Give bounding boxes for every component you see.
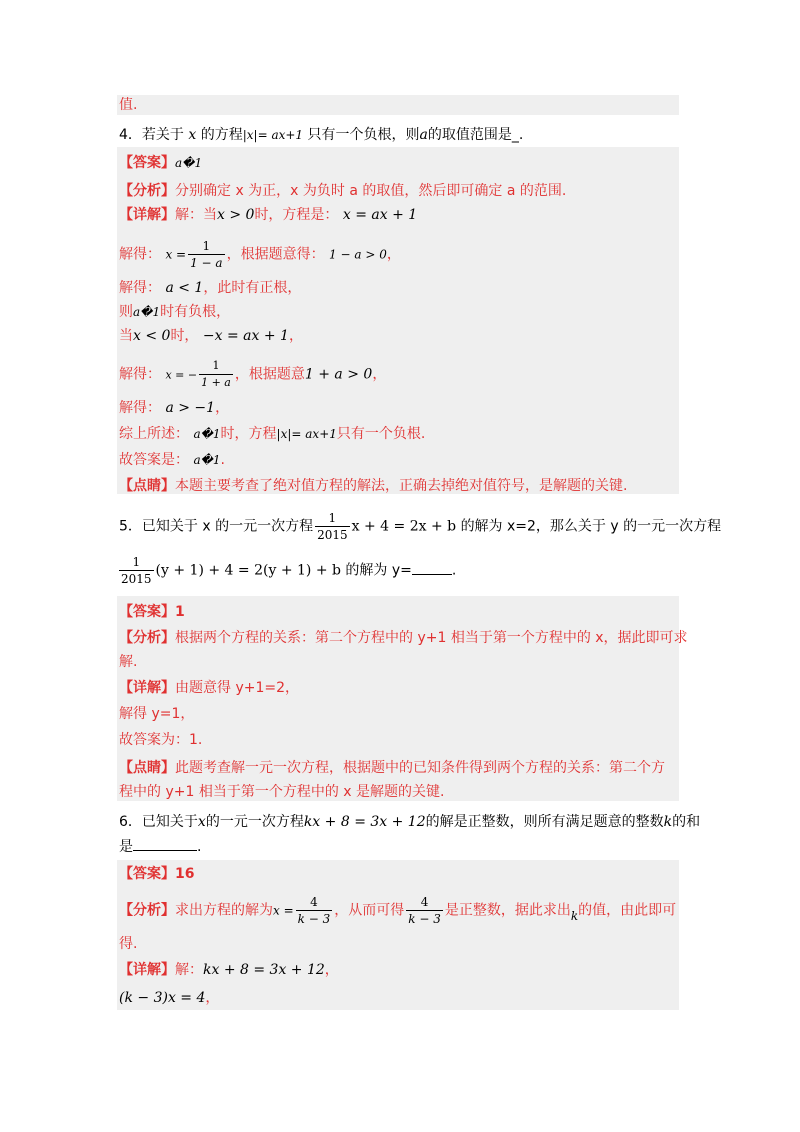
q4-analysis-text: 分别确定 x 为正，x 为负时 a 的取值，然后即可确定 a 的范围.	[175, 183, 567, 199]
q4-analysis	[119, 181, 566, 201]
fraction-denominator: 1 + a	[201, 376, 231, 389]
q4-detail-3	[119, 278, 301, 298]
q4-text: ，根据题意得：	[226, 246, 325, 263]
q5-fraction	[315, 510, 350, 543]
q4-text: ，	[215, 400, 230, 416]
q5-detail-text: 由题意得 y+1=2，	[175, 680, 300, 696]
q4-text: .	[220, 452, 225, 468]
fraction-denominator: 1 − a	[190, 256, 223, 270]
q6-fraction	[296, 894, 333, 927]
q4-text: 则	[119, 304, 133, 320]
q6-solution-x: x =	[273, 903, 294, 918]
fraction-numerator: 1	[328, 511, 337, 525]
q4-answer	[119, 153, 202, 173]
q5-answer-value: 1	[175, 604, 185, 620]
q6-analysis	[119, 894, 676, 927]
q4-range: a�1	[133, 305, 161, 319]
fraction-numerator: 4	[420, 895, 429, 909]
q4-text: ，	[288, 328, 303, 344]
q6-fraction-2	[406, 894, 443, 927]
q4-detail-8	[119, 424, 425, 444]
fraction-denominator: 2015	[317, 528, 348, 542]
q4-comment-text: 本题主要考查了绝对值方程的解法，正确去掉绝对值符号，是解题的关键.	[175, 478, 628, 494]
answer-tag: 【答案】	[119, 155, 175, 171]
q4-text: 时，方程	[220, 426, 277, 442]
q6-var-k: k	[570, 908, 579, 923]
q4-detail-7	[119, 398, 229, 418]
q6-answer-value: 16	[175, 866, 195, 882]
q4-detail-text: 时，方程是：	[254, 207, 339, 223]
fraction-denominator: 2015	[121, 572, 152, 586]
q5-comment-2: 程中的 y+1 相当于第一个方程中的 x 是解题的关键.	[119, 784, 445, 800]
prev-answer-tail: 值.	[119, 97, 138, 113]
q6-var-x: x	[197, 814, 206, 830]
analysis-tag: 【分析】	[119, 902, 175, 919]
q6-stem-2	[119, 836, 201, 857]
q6-detail-text: ，	[324, 962, 339, 978]
q4-text: 解得：	[119, 280, 161, 296]
q6-var-k: k	[663, 814, 673, 830]
q4-equation-negative: −x = ax + 1	[202, 328, 289, 344]
q4-result: a < 1	[165, 280, 204, 296]
q5-text: 5．已知关于 x 的一元一次方程	[119, 518, 314, 535]
q4-detail-5	[119, 326, 303, 346]
q6-analysis-2: 得.	[119, 936, 138, 952]
q6-stem	[119, 812, 700, 832]
detail-tag: 【详解】	[119, 962, 175, 978]
q5-detail-2: 解得 y=1，	[119, 706, 195, 722]
q4-condition-negative: x < 0	[133, 328, 171, 344]
q4-answer-value: a�1	[175, 156, 203, 170]
q5-stem-2	[119, 554, 456, 587]
q6-equation-2: (k − 3)x = 4	[119, 990, 206, 1006]
q6-analysis-text: 求出方程的解为	[175, 902, 273, 919]
q4-detail-4	[119, 302, 230, 322]
q6-answer	[119, 864, 194, 884]
solution-block-top	[117, 95, 679, 115]
q4-stem-mid1: 的方程	[200, 127, 243, 143]
q4-result-neg: a > −1	[165, 400, 216, 416]
q4-equation-positive: x = ax + 1	[342, 207, 418, 223]
q4-solution-x: x =	[165, 247, 187, 262]
q4-equation: |x|= ax+1	[276, 427, 337, 441]
q4-detail-1	[119, 205, 417, 225]
q6-text: 的解是正整数，则所有满足题意的整数	[425, 814, 664, 830]
q4-inequality: 1 − a > 0	[329, 247, 387, 262]
q4-solution-x-neg: x = −	[165, 368, 198, 382]
q4-range: a�1	[193, 427, 221, 441]
q4-inequality-neg: 1 + a > 0	[304, 366, 373, 383]
q4-text: ，此时有正根，	[203, 280, 302, 296]
q5-text: .	[451, 562, 457, 579]
q6-text: 的一元一次方程	[205, 814, 304, 830]
fraction-denominator: k − 3	[297, 912, 331, 926]
answer-tag: 【答案】	[119, 866, 175, 882]
q6-text: .	[197, 839, 202, 855]
fraction-numerator: 1	[212, 359, 220, 372]
q4-text: 时有负根，	[160, 304, 231, 320]
q6-analysis-text: 是正整数，据此求出	[444, 902, 571, 919]
q4-text: 时，	[170, 328, 199, 344]
q4-var-a: a	[419, 127, 428, 143]
q4-comment	[119, 476, 627, 496]
comment-tag: 【点睛】	[119, 760, 175, 776]
q6-detail-text: 解：	[175, 962, 203, 978]
q5-fraction-2	[119, 554, 154, 587]
q4-text: 当	[119, 328, 133, 344]
fraction-denominator: k − 3	[408, 912, 441, 926]
q4-text: 故答案是：	[119, 452, 189, 468]
q6-analysis-text: ，从而可得	[334, 902, 405, 919]
q4-fraction	[188, 238, 224, 271]
q6-analysis-text: 的值，由此即可	[578, 902, 677, 919]
answer-tag: 【答案】	[119, 604, 175, 620]
analysis-tag: 【分析】	[119, 630, 175, 646]
q4-text: ，	[386, 246, 401, 263]
q4-stem	[119, 125, 523, 145]
q5-comment	[119, 758, 665, 778]
fraction-numerator: 4	[310, 895, 318, 909]
answer-blank	[412, 560, 452, 575]
comment-tag: 【点睛】	[119, 478, 175, 494]
q5-comment-text: 此题考查解一元一次方程，根据题中的已知条件得到两个方程的关系：第二个方	[175, 760, 665, 776]
q4-fraction-neg	[199, 358, 233, 391]
q5-equation-2: (y + 1) + 4 = 2(y + 1) + b	[155, 562, 341, 579]
q4-text: 解得：	[119, 246, 161, 263]
fraction-numerator: 1	[202, 239, 211, 253]
q4-text: 解得：	[119, 366, 161, 383]
q4-detail-6	[119, 358, 386, 391]
q5-text: 的解为 y=	[345, 562, 412, 579]
q4-detail-9	[119, 450, 225, 470]
q4-stem-pre: 4．若关于	[119, 127, 184, 143]
q4-text: ，根据题意	[234, 366, 305, 383]
q4-text: ，	[372, 366, 387, 383]
q5-answer	[119, 602, 185, 622]
q4-text: 只有一个负根.	[336, 426, 426, 442]
q4-stem-mid2: 只有一个负根，则	[307, 127, 420, 143]
fraction-numerator: 1	[132, 555, 141, 569]
q6-text: 6．已知关于	[119, 814, 198, 830]
q4-stem-post: 的取值范围是_.	[427, 127, 524, 143]
q5-detail-1	[119, 678, 299, 698]
q4-condition: x > 0	[217, 207, 255, 223]
detail-tag: 【详解】	[119, 680, 175, 696]
q6-text: 是	[119, 839, 133, 855]
q6-detail-2	[119, 988, 219, 1008]
q6-equation: kx + 8 = 3x + 12	[203, 962, 325, 978]
q4-text: 综上所述：	[119, 426, 189, 442]
q6-equation: kx + 8 = 3x + 12	[303, 814, 426, 830]
detail-tag: 【详解】	[119, 207, 175, 223]
q4-final-answer: a�1	[193, 453, 221, 467]
q4-equation: |x|= ax+1	[242, 128, 304, 142]
q4-detail-2	[119, 238, 401, 271]
q5-analysis	[119, 628, 688, 648]
q5-stem	[119, 510, 721, 543]
q5-detail-3: 故答案为：1.	[119, 732, 203, 748]
q5-text: 的解为 x=2，那么关于 y 的一元一次方程	[460, 518, 722, 535]
answer-blank	[133, 836, 197, 851]
q4-var-x: x	[188, 127, 197, 143]
q4-detail-text: 解：当	[175, 207, 217, 223]
q4-text: 解得：	[119, 400, 161, 416]
q5-analysis-2: 解.	[119, 654, 138, 670]
q6-detail-1	[119, 960, 339, 980]
q6-text: 的和	[672, 814, 701, 830]
q5-analysis-text: 根据两个方程的关系：第二个方程中的 y+1 相当于第一个方程中的 x，据此即可求	[175, 630, 688, 646]
analysis-tag: 【分析】	[119, 183, 175, 199]
q6-detail-text: ，	[205, 990, 220, 1006]
q5-equation: x + 4 = 2x + b	[351, 518, 457, 535]
